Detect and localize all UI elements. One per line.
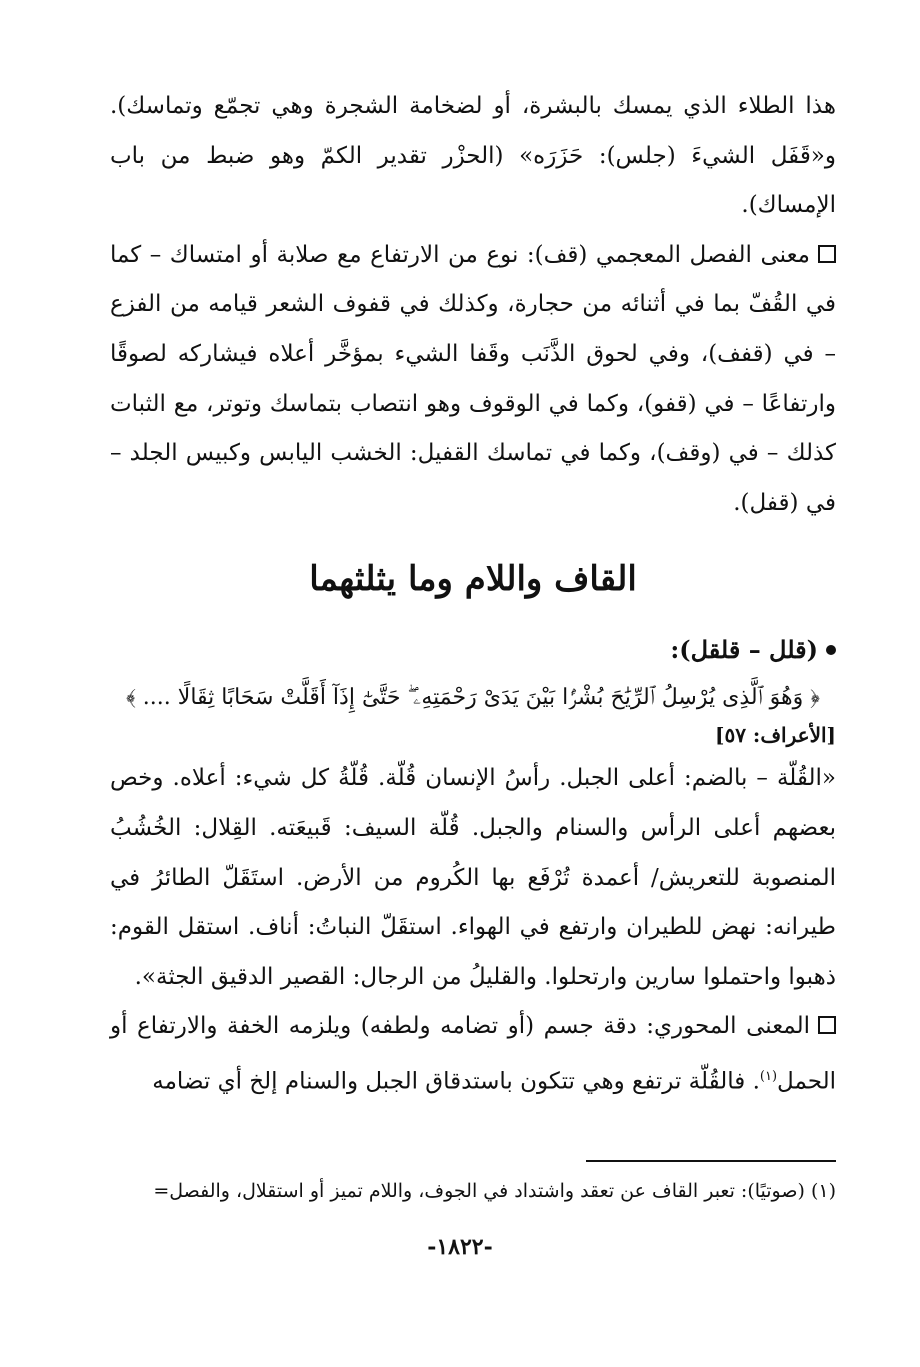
footnote: (١) (صوتيًا): تعبر القاف عن تعقد واشتداد في الجوف، واللام تميز أو استقلال، والفصل= [153, 1180, 836, 1202]
definition-paragraph: «القُلّة – بالضم: أعلى الجبل. رأسُ الإنسان قُلّة. قُلّةُ كل شيء: أعلاه. وخص بعضهم أعلى الرأس والسنام والجبل. قُلّة السيف: قَبيعَته. القِلال: الخُشُبُ المنصوبة للتعريش/ أعمدة تُرْفَع بها الكُروم من الأرض. استَقَلّ الطائرُ في طيرانه: نهض للطيران وارتفع في الهواء. استقَلّ النباتُ: أناف. استقل القوم: ذهبوا واحتملوا سارين وارتحلوا. والقليلُ من الرجال: القصير الدقيق الجثة». [110, 765, 836, 990]
entry-title-text: (قلل – قلقل): [670, 635, 818, 665]
quran-verse: ﴿ وَهُوَ ٱلَّذِى يُرْسِلُ ٱلرِّيَٰحَ بُشْرًۢا بَيْنَ يَدَىْ رَحْمَتِهِۦ ۖ حَتَّىٰٓ إِذَآ أَقَلَّتْ سَحَابًا ثِقَالًا .... ﴾ [126, 685, 820, 711]
fasl-text: معنى الفصل المعجمي (قف): نوع من الارتفاع مع صلابة أو امتساك – كما في القُفّ بما في أثنائه من حجارة، وكذلك في قفوف الشعر قيامه من الفزع – في (قفف)، وفي لحوق الذَّنَب وقَفا الشيء بمؤخَّر أعلاه فيشاركه لصوقًا وارتفاعًا – في (قفو)، وكما في الوقوف وهو انتصاب بتماسك وتوتر، مع الثبات كذلك – في (وقف)، وكما في تماسك القفيل: الخشب اليابس وكبيس الجلد – في (قفل). [110, 241, 836, 516]
mihwari-tail: . فالقُلّة ترتفع وهي تتكون باستدقاق الجبل والسنام إلخ أي تضامه [152, 1068, 760, 1095]
page-number: -١٨٢٢- [427, 1234, 493, 1260]
mihwari-paragraph [110, 1002, 836, 1107]
round-bullet-icon [826, 645, 836, 655]
square-bullet-icon [818, 245, 836, 263]
entry-title [110, 624, 836, 676]
intro-paragraph: هذا الطلاء الذي يمسك بالبشرة، أو لضخامة الشجرة وهي تجمّع وتماسك). و«قَفَل الشيءَ (جلس): حَزَرَه» (الحزْر تقدير الكمّ وهو ضبط من باب الإمساك). [110, 93, 836, 219]
page-body [110, 82, 836, 1107]
footnote-divider [586, 1160, 836, 1162]
verse-reference: [الأعراف: ٥٧] [715, 723, 836, 748]
fasl-paragraph [110, 231, 836, 529]
mihwari-text: المعنى المحوري: دقة جسم (أو تضامه ولطفه) ويلزمه الخفة والارتفاع أو الحمل [110, 1013, 836, 1095]
section-heading: القاف واللام وما يثلثهما [309, 559, 637, 600]
footnote-marker[interactable]: (١) [759, 1068, 778, 1084]
square-bullet-icon [818, 1016, 836, 1034]
